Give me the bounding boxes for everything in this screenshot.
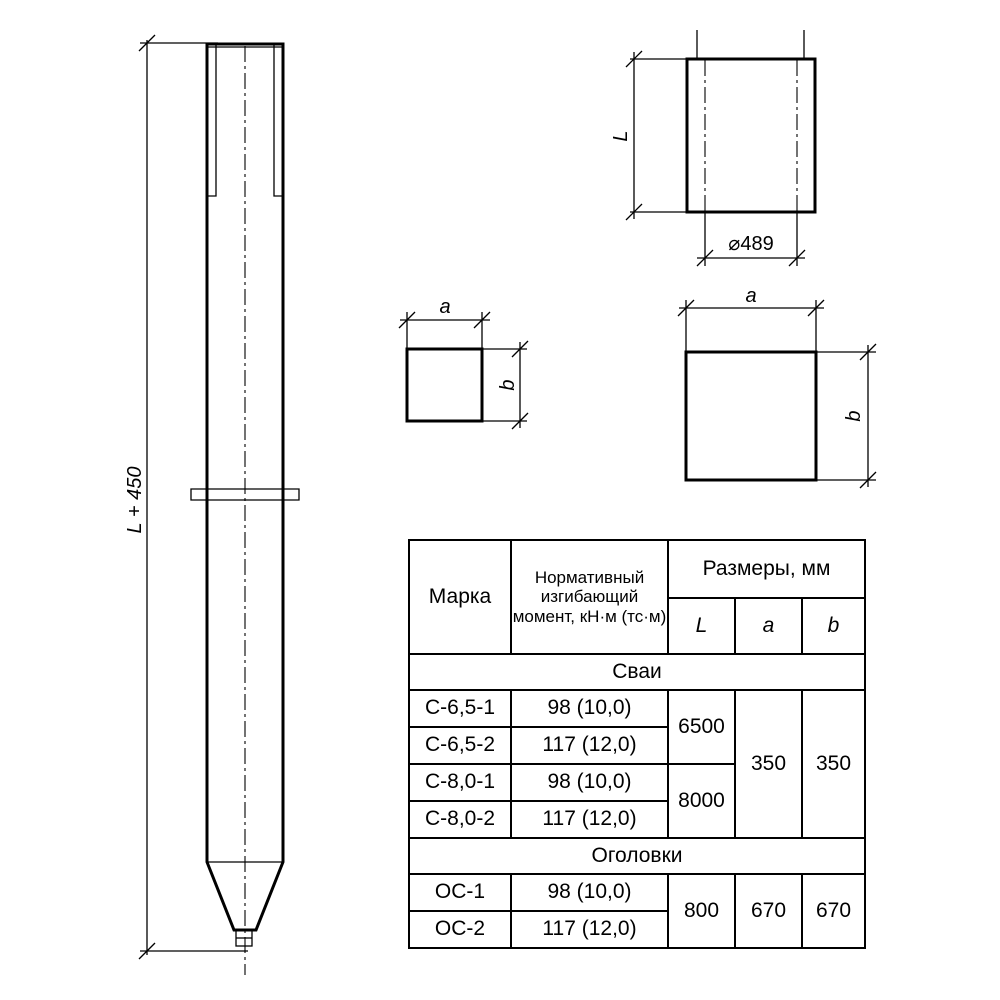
header-b: b [802,598,865,654]
pile-moment-cell: 117 (12,0) [511,727,668,764]
cap-mark-cell: ОС-1 [409,874,511,911]
table-row [409,874,865,911]
header-a: a [735,598,802,654]
small-section-square [407,349,482,421]
cap-L-cell: 800 [668,874,735,948]
small-section-height-label: b [497,379,519,391]
header-L: L [668,598,735,654]
spec-table [408,539,866,949]
pile-L-cell: 8000 [668,764,735,838]
small-cross-section [399,296,528,429]
header-moment: Нормативный изгибающий момент, кН·м (тс·м) [511,540,668,654]
pile-moment-cell: 117 (12,0) [511,801,668,838]
sleeve-elevation [610,30,815,266]
cap-moment-cell: 98 (10,0) [511,874,668,911]
large-section-height-label: b [843,410,865,422]
section-piles: Сваи [409,654,865,690]
cap-mark-cell: ОС-2 [409,911,511,948]
pile-length-label: L + 450 [124,466,146,534]
sleeve-length-label: L [610,130,632,142]
pile-L-cell: 6500 [668,690,735,764]
cap-b-cell: 670 [802,874,865,948]
large-section-width-label: a [745,285,757,307]
sleeve-outline [687,59,815,212]
table-row [409,690,865,727]
pile-moment-cell: 98 (10,0) [511,764,668,801]
large-section-square [686,352,816,480]
small-section-width-label: a [439,296,451,318]
pile-mark-cell: С-6,5-1 [409,690,511,727]
pile-moment-cell: 98 (10,0) [511,690,668,727]
large-cross-section [678,285,876,488]
section-caps: Оголовки [409,838,865,874]
pile-a-cell: 350 [735,690,802,838]
pile-elevation [124,35,299,975]
pile-mark-cell: С-6,5-2 [409,727,511,764]
cap-a-cell: 670 [735,874,802,948]
pile-mark-cell: С-8,0-2 [409,801,511,838]
cap-moment-cell: 117 (12,0) [511,911,668,948]
sleeve-diameter-label: ⌀489 [728,233,774,255]
header-dimensions: Размеры, мм [668,540,865,598]
pile-mark-cell: С-8,0-1 [409,764,511,801]
header-mark: Марка [409,540,511,654]
pile-b-cell: 350 [802,690,865,838]
